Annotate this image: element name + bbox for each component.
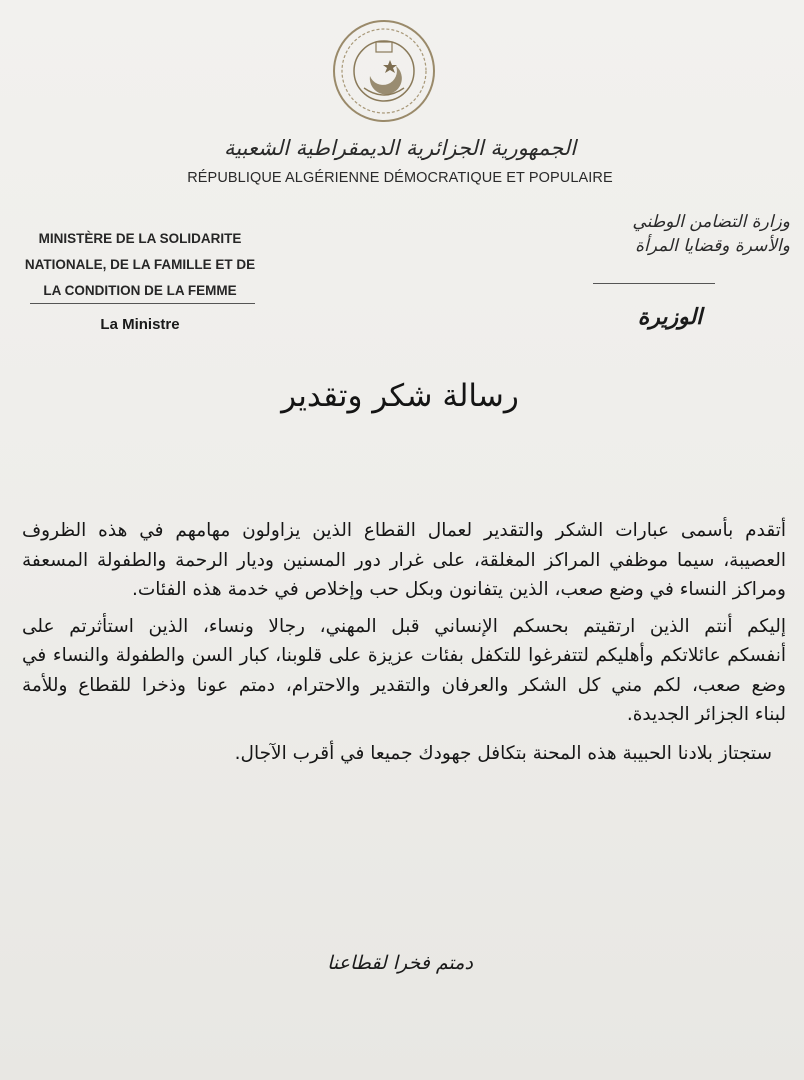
text-line: لبناء الجزائر الجديدة. — [626, 704, 786, 725]
ministry-name-french — [14, 226, 266, 304]
letter-body — [22, 516, 786, 768]
divider — [593, 283, 715, 284]
minister-title-french: La Ministre — [100, 316, 180, 333]
text-line: العصيبة، سيما موظفي المراكز المغلقة، على غرار دور المسنين وديار الرحمة والطفولة المسعفة — [22, 549, 786, 571]
text-line: ستجتاز بلادنا الحبيبة هذه المحنة بتكافل جهودك جميعا في أقرب الآجال. — [234, 742, 772, 764]
ministry-fr-line: NATIONALE, DE LA FAMILLE ET DE — [24, 257, 256, 272]
text-line: أتقدم بأسمى عبارات الشكر والتقدير لعمال القطاع الذين يزاولون مهامهم في هذه الظروف — [22, 520, 786, 541]
minister-title-arabic: الوزيرة — [637, 304, 703, 330]
closing-signoff: دمتم فخرا لقطاعنا — [327, 952, 473, 974]
paragraph — [22, 516, 786, 605]
ministry-fr-line: LA CONDITION DE LA FEMME — [43, 283, 237, 298]
paragraph — [22, 612, 786, 730]
divider — [30, 303, 255, 304]
ministry-ar-line: وزارة التضامن الوطني — [632, 212, 790, 232]
text-line: أنفسكم عائلاتكم وأهليكم لتتفرغوا للتكفل بفئات عزيزة على قلوبنا، كبار السن والطفولة والنساء في — [22, 645, 786, 666]
paragraph — [22, 739, 786, 769]
letter-title: رسالة شكر وتقدير — [281, 378, 519, 414]
text-line: وضع صعب، لكم مني كل الشكر والعرفان والتقدير والاحترام، دمتم عونا وذخرا للقطاع وللأمة — [22, 674, 786, 696]
ministry-name-arabic — [520, 210, 790, 258]
republic-name-french: RÉPUBLIQUE ALGÉRIENNE DÉMOCRATIQUE ET POPULAIRE — [187, 170, 613, 186]
national-emblem-seal — [330, 18, 438, 124]
text-line: ومراكز النساء في وضع صعب، الذين يتفانون وبكل حب وإخلاص في خدمة هذه الفئات. — [132, 579, 786, 600]
ministry-ar-line: والأسرة وقضايا المرأة — [635, 236, 790, 256]
text-line: إليكم أنتم الذين ارتقيتم بحسكم الإنساني قبل المهني، رجالا ونساء، الذين استأثرتم على — [22, 615, 786, 637]
ministry-fr-line: MINISTÈRE DE LA SOLIDARITE — [38, 231, 242, 246]
republic-name-arabic: الجمهورية الجزائرية الديمقراطية الشعبية — [223, 136, 577, 160]
